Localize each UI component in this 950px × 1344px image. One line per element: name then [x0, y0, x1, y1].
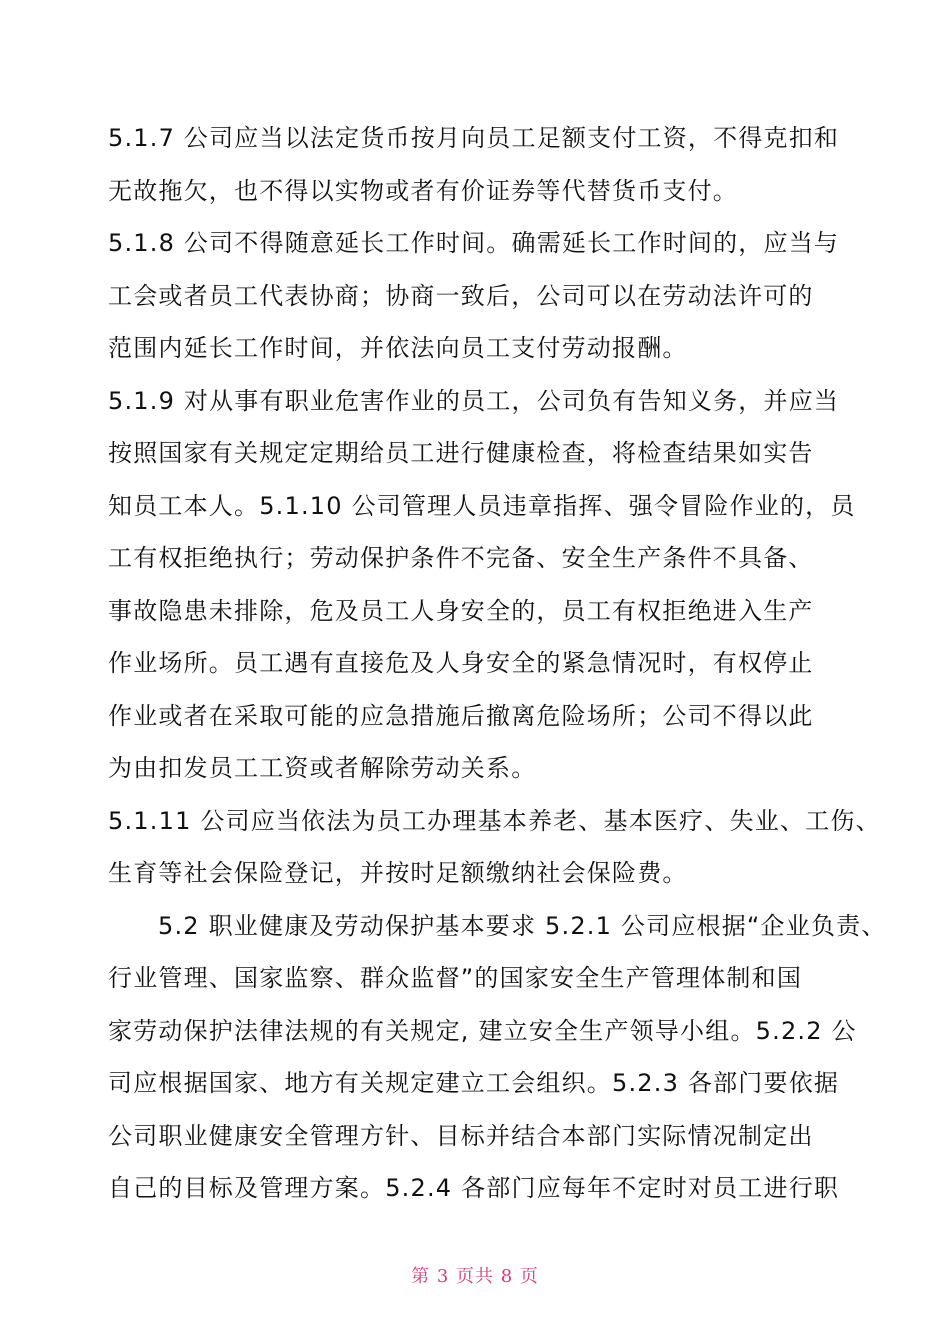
text-line: 5.1.7 公司应当以法定货币按月向员工足额支付工资，不得克扣和 — [108, 124, 840, 152]
text-line: 工有权拒绝执行；劳动保护条件不完备、安全生产条件不具备、 — [108, 544, 814, 572]
page-number-footer: 第 3 页共 8 页 — [411, 1266, 539, 1287]
text-line: 5.1.11 公司应当依法为员工办理基本养老、基本医疗、失业、工伤、 — [108, 806, 881, 835]
text-line: 范围内延长工作时间，并依法向员工支付劳动报酬。 — [108, 334, 688, 362]
text-line: 知员工本人。5.1.10 公司管理人员违章指挥、强令冒险作业的，员 — [108, 491, 856, 520]
text-line: 司应根据国家、地方有关规定建立工会组织。5.2.3 各部门要依据 — [108, 1069, 840, 1097]
text-line: 家劳动保护法律法规的有关规定, 建立安全生产领导小组。5.2.2 公 — [108, 1016, 857, 1045]
text-line: 自己的目标及管理方案。5.2.4 各部门应每年不定时对员工进行职 — [108, 1174, 840, 1202]
text-line: 行业管理、国家监察、群众监督”的国家安全生产管理体制和国 — [108, 964, 803, 992]
text-line: 事故隐患未排除，危及员工人身安全的，员工有权拒绝进入生产 — [108, 596, 814, 625]
text-line: 公司职业健康安全管理方针、目标并结合本部门实际情况制定出 — [108, 1121, 814, 1150]
text-line: 5.1.9 对从事有职业危害作业的员工，公司负有告知义务，并应当 — [108, 386, 840, 415]
document-body — [108, 112, 887, 1215]
text-line: 生育等社会保险登记，并按时足额缴纳社会保险费。 — [108, 859, 688, 887]
text-line-indented: 5.2 职业健康及劳动保护基本要求 5.2.1 公司应根据“企业负责、 — [158, 911, 887, 940]
text-line: 工会或者员工代表协商；协商一致后，公司可以在劳动法许可的 — [108, 281, 814, 310]
text-line: 5.1.8 公司不得随意延长工作时间。确需延长工作时间的，应当与 — [108, 229, 840, 257]
text-line: 作业场所。员工遇有直接危及人身安全的紧急情况时，有权停止 — [108, 649, 814, 677]
text-line: 按照国家有关规定定期给员工进行健康检查，将检查结果如实告 — [108, 439, 814, 467]
text-line: 为由扣发员工工资或者解除劳动关系。 — [108, 754, 537, 782]
text-line: 作业或者在采取可能的应急措施后撤离危险场所；公司不得以此 — [108, 701, 814, 730]
text-line: 无故拖欠，也不得以实物或者有价证券等代替货币支付。 — [108, 176, 738, 205]
